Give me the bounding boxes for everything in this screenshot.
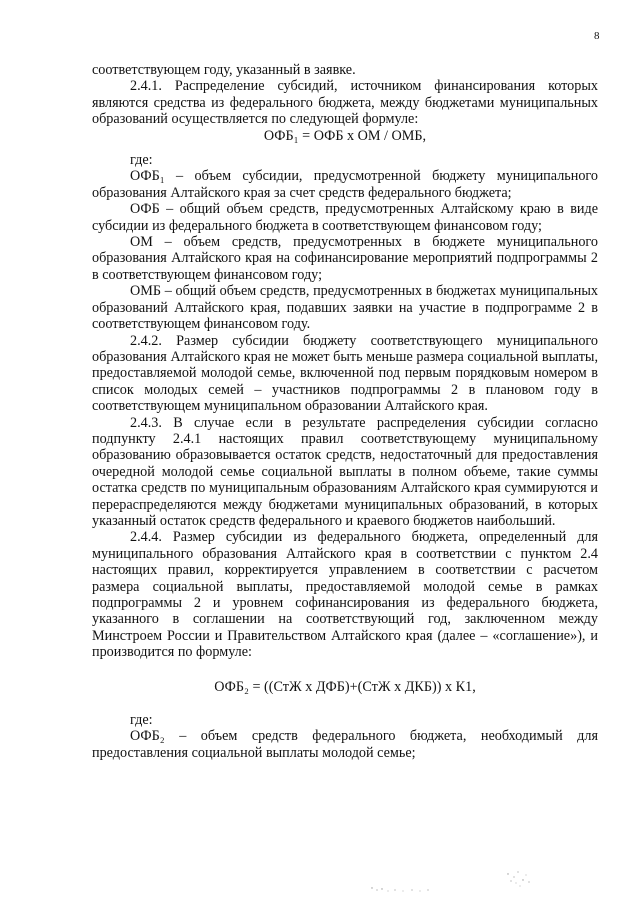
- paragraph-2-4-1: 2.4.1. Распределение субсидий, источником финансирования которых являются средства из федерального бюджета, между бюджетами муниципальных образований осуществляется по следующей формуле:: [92, 78, 598, 128]
- formula-ofb2: ОФБ₂ = ((СтЖ х ДФБ)+(СтЖ х ДКБ)) х К1,: [214, 678, 476, 695]
- paragraph-continuation: соответствующем году, указанный в заявке.: [92, 62, 356, 78]
- definition-ofb2: ОФБ₂ – объем средств федерального бюджета, необходимый для предоставления социальной выплаты молодой семье;: [92, 728, 598, 761]
- where-label: где:: [130, 152, 153, 169]
- definition-omb: ОМБ – общий объем средств, предусмотренных в бюджетах муниципальных образований Алтайского края, подавших заявки на участие в подпрограмме 2 в соответствующем финансовом году.: [92, 283, 598, 333]
- definition-ofb1: ОФБ₁ – объем субсидии, предусмотренной бюджету муниципального образования Алтайского края за счет средств федерального бюджета;: [92, 168, 598, 201]
- paragraph-2-4-4: 2.4.4. Размер субсидии из федерального бюджета, определенный для муниципального образования Алтайского края в соответствии с пунктом 2.4 настоящих правил, корректируется управлением в соответствии с расчетом размера социальной выплаты, предоставляемой молодой семье в рамках подпрограммы 2 и уровнем софинансирования из федерального бюджета, указанного в соглашении на соответствующий год, заключенном между Минстроем России и Правительством Алтайского края (далее – «соглашение»), и производится по формуле:: [92, 529, 598, 661]
- paragraph-2-4-3: 2.4.3. В случае если в результате распределения субсидии согласно подпункту 2.4.1 настоящих правил соответствующему муниципальному образованию образовывается остаток средств, недостаточный для предоставления очередной молодой семье социальной выплаты в полном объеме, такие суммы остатка средств по муниципальным образованиям Алтайского края суммируются и перераспределяются между бюджетами муниципальных образований, в которых указанный остаток средств федерального и краевого бюджетов наибольший.: [92, 414, 598, 529]
- definition-ofb: ОФБ – общий объем средств, предусмотренных Алтайскому краю в виде субсидии из федерального бюджета в соответствующем финансовом году;: [92, 201, 598, 234]
- formula-ofb1: ОФБ₁ = ОФБ х ОМ / ОМБ,: [263, 127, 427, 144]
- document-body: [92, 62, 598, 761]
- where-label: где:: [130, 712, 153, 729]
- paragraph-2-4-2: 2.4.2. Размер субсидии бюджету соответствующего муниципального образования Алтайского края не может быть меньше размера социальной выплаты, предоставляемой молодой семье, включенной под первым порядковым номером в список молодых семей – участников подпрограммы 2 в плановом году в соответствующем муниципальном образовании Алтайского края.: [92, 332, 598, 415]
- definition-om: ОМ – объем средств, предусмотренных в бюджете муниципального образования Алтайского края на софинансирование мероприятий подпрограммы 2 в соответствующем финансовом году;: [92, 234, 598, 283]
- page-number: 8: [594, 30, 600, 42]
- scan-artifact: [368, 868, 548, 898]
